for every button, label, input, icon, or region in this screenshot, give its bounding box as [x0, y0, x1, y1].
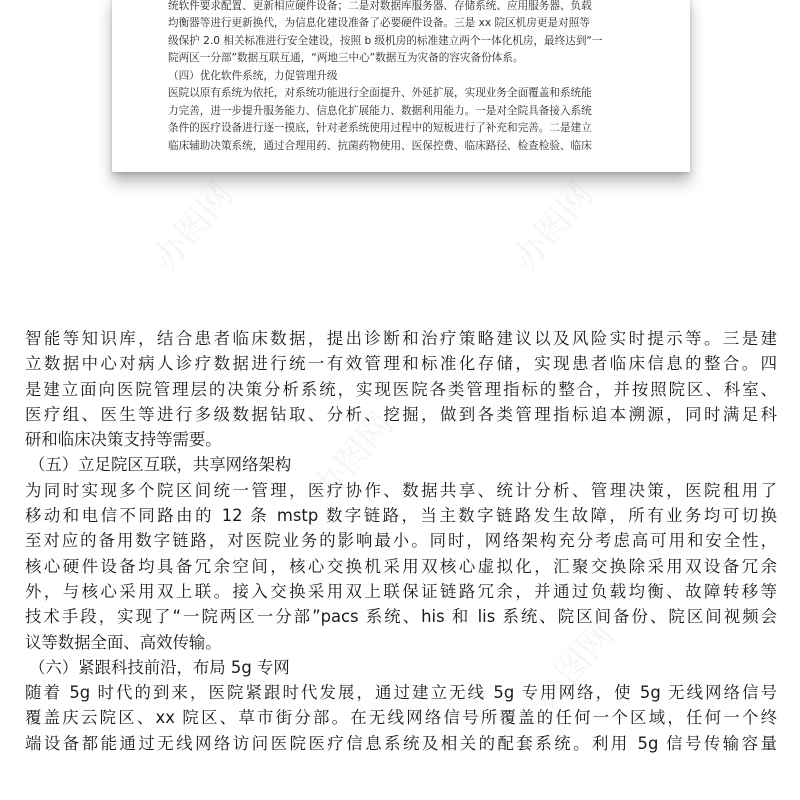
body-line: 医疗组、医生等进行多级数据钻取、分析、挖掘，做到各类管理指标追本溯源，同时满足科 [25, 404, 777, 424]
preview-line: 医院以原有系统为依托，对系统功能进行全面提升、外延扩展，实现业务全面覆盖和系统能 [168, 87, 592, 99]
body-line: 端设备都能通过无线网络访问医院医疗信息系统及相关的配套系统。利用 5g 信号传输容量 [25, 733, 777, 753]
section-heading-6: （六）紧跟科技前沿，布局 5g 专网 [29, 657, 290, 677]
body-line: 是建立面向医院管理层的决策分析系统，实现医院各类管理指标的整合，并按照院区、科室、 [25, 379, 777, 399]
body-line: 技术手段，实现了“一院两区一分部”pacs 系统、his 和 lis 系统、院区间备份、院区间视频会 [25, 607, 777, 627]
preview-text-block [168, 0, 646, 155]
watermark: 办图网 [525, 614, 622, 719]
preview-line: 均衡器等进行更新换代，为信息化建设准备了必要硬件设备。三是 xx 院区机房更是对照等 [168, 17, 590, 29]
preview-section-heading: （四）优化软件系统，力促管理升级 [168, 69, 338, 82]
preview-line: 条件的医疗设备进行逐一摸底，针对老系统使用过程中的短板进行了补充和完善。二是建立 [168, 122, 592, 134]
body-line: 议等数据全面、高效传输。 [25, 632, 222, 652]
body-line: 外，与核心采用双上联。接入交换采用双上联保证链路冗余，并通过负载均衡、故障转移等 [25, 581, 777, 601]
body-line: 移动和电信不同路由的 12 条 mstp 数字链路，当主数字链路发生故障，所有业务均可切换 [25, 506, 777, 526]
body-line: 为同时实现多个院区间统一管理，医疗协作、数据共享、统计分析、管理决策，医院租用了 [25, 480, 777, 500]
body-line: 立数据中心对病人诊疗数据进行统一有效管理和标准化存储，实现患者临床信息的整合。四 [25, 354, 777, 374]
watermark: 办图网 [305, 404, 402, 509]
watermark: 办图网 [145, 174, 242, 279]
document-preview-card [112, 0, 690, 172]
body-line: 研和临床决策支持等需要。 [25, 430, 222, 450]
watermark: 办图网 [505, 174, 602, 279]
preview-line: 院两区一分部”数据互联互通，“两地三中心”数据互为灾备的容灾备份体系。 [168, 52, 524, 64]
preview-line: 临床辅助决策系统，通过合理用药、抗菌药物使用、医保控费、临床路径、检查检验、临床 [168, 139, 592, 152]
body-line: 智能等知识库，结合患者临床数据，提出诊断和治疗策略建议以及风险实时提示等。三是建 [25, 329, 777, 348]
preview-line: 级保护 2.0 相关标准进行安全建设，按照 b 级机房的标准建立两个一体化机房，最终达到“一 [168, 34, 603, 47]
body-line: 至对应的备用数字链路，对医院业务的影响最小。同时，网络架构充分考虑高可用和安全性， [25, 531, 777, 551]
body-line: 核心硬件设备均具备冗余空间，核心交换机采用双核心虚拟化，汇聚交换除采用双设备冗余 [25, 556, 777, 576]
section-heading-5: （五）立足院区互联，共享网络架构 [29, 455, 292, 475]
document-body [25, 326, 777, 756]
preview-line: 力完善，进一步提升服务能力、信息化扩展能力、数据利用能力。一是对全院具备接入系统 [168, 104, 592, 117]
preview-line: 统软件要求配置、更新相应硬件设备；二是对数据库服务器、存储系统、应用服务器、负载 [168, 0, 592, 12]
body-line: 随着 5g 时代的到来，医院紧跟时代发展，通过建立无线 5g 专用网络，使 5g 无线网络信号 [25, 683, 777, 703]
body-line: 覆盖庆云院区、xx 院区、草市街分部。在无线网络信号所覆盖的任何一个区域，任何一个终 [25, 708, 777, 728]
